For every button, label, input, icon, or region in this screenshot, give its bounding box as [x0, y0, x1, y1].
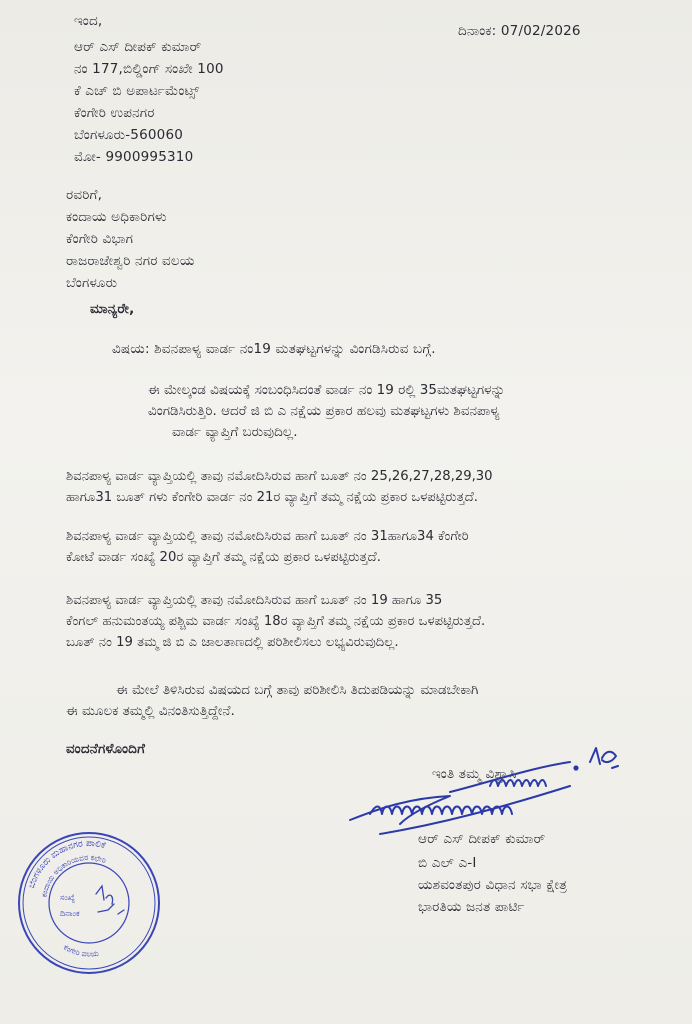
paragraph-5-line: ಈ ಮೂಲಕ ತಮ್ಮಲ್ಲಿ ವಿನಂತಿಸುತ್ತಿದ್ದೇನೆ.	[66, 703, 235, 719]
sender-city: ಬೆಂಗಳೂರು-560060	[74, 127, 184, 143]
stamp-bottom-text: ಕೆಂಗೇರಿ ವಲಯ	[61, 942, 100, 959]
paragraph-2	[66, 466, 493, 508]
letter-date: ದಿನಾಂಕ: 07/02/2026	[458, 23, 581, 39]
recipient-line-2: ಕೆಂಗೇರಿ ವಿಭಾಗ	[66, 231, 134, 247]
paragraph-2-line: ಹಾಗೂ31 ಬೂತ್ ಗಳು ಕೆಂಗೇರಿ ವಾರ್ಡ ನಂ 21ರ ವ್ಯಾಪ್ತಿಗೆ ತಮ್ಮ ನಕ್ಷೆಯ ಪ್ರಕಾರ ಒಳಪಟ್ಟಿರುತ್ತದೆ.	[66, 490, 478, 505]
paragraph-1-line: ವಾರ್ಡ ವ್ಯಾಪ್ತಿಗೆ ಬರುವುದಿಲ್ಲ.	[172, 424, 298, 440]
paragraph-3-line: ಶಿವನಪಾಳ್ಯ ವಾರ್ಡ ವ್ಯಾಪ್ತಿಯಲ್ಲಿ ತಾವು ನಮೋದಿಸಿರುವ ಹಾಗೆ ಬೂತ್ ನಂ 31ಹಾಗೂ34 ಕೆಂಗೇರಿ	[66, 529, 469, 544]
stamp-outer-text: ಬೆಂಗಳೂರು ಮಹಾನಗರ ಪಾಲಿಕೆ	[26, 838, 107, 890]
sender-address-2: ಕೆ ಎಚ್ ಬಿ ಅಪಾರ್ಟಮೆಂಟ್ಸ್	[74, 83, 200, 99]
paragraph-3	[66, 526, 469, 568]
signer-name: ಆರ್ ಎಸ್ ದೀಪಕ್ ಕುಮಾರ್	[418, 831, 546, 847]
sender-address-3: ಕೆಂಗೇರಿ ಉಪನಗರ	[74, 105, 155, 121]
paragraph-4-line: ಶಿವನಪಾಳ್ಯ ವಾರ್ಡ ವ್ಯಾಪ್ತಿಯಲ್ಲಿ ತಾವು ನಮೋದಿಸಿರುವ ಹಾಗೆ ಬೂತ್ ನಂ 19 ಹಾಗೂ 35	[66, 593, 443, 608]
subject-line: ವಿಷಯ: ಶಿವನಪಾಳ್ಯ ವಾರ್ಡ ನಂ19 ಮತಘಟ್ಟಗಳನ್ನು ವಿಂಗಡಿಸಿರುವ ಬಗ್ಗೆ.	[112, 341, 436, 357]
paragraph-4-line: ಬೂತ್ ನಂ 19 ತಮ್ಮ ಜಿ ಬಿ ಎ ಜಾಲತಾಣದಲ್ಲಿ ಪರಿಶೀಲಿಸಲು ಲಭ್ಯವಿರುವುದಿಲ್ಲ.	[66, 635, 399, 650]
paragraph-5	[66, 680, 478, 722]
recipient-line-4: ಬೆಂಗಳೂರು	[66, 275, 118, 291]
recipient-line-3: ರಾಜರಾಜೇಶ್ವರಿ ನಗರ ವಲಯ	[66, 253, 195, 269]
paragraph-4-line: ಕೆಂಗಲ್ ಹನುಮಂತಯ್ಯ ಪಶ್ಚಿಮ ವಾರ್ಡ ಸಂಖ್ಯೆ 18ರ ವ್ಯಾಪ್ತಿಗೆ ತಮ್ಮ ನಕ್ಷೆಯ ಪ್ರಕಾರ ಒಳಪಟ್ಟಿರುತ್ತದೆ.	[66, 614, 486, 629]
recipient-to: ರವರಿಗೆ,	[66, 187, 103, 203]
closing: ವಂದನೆಗಳೊಂದಿಗೆ	[66, 741, 146, 757]
yours-faithfully: ಇಂತಿ ತಮ್ಮ ವಿಶ್ವಾಸಿ	[432, 766, 517, 782]
recipient-line-1: ಕಂದಾಯ ಅಧಿಕಾರಿಗಳು	[66, 209, 167, 225]
salutation: ಮಾನ್ಯರೇ,	[90, 301, 135, 317]
paragraph-2-line: ಶಿವನಪಾಳ್ಯ ವಾರ್ಡ ವ್ಯಾಪ್ತಿಯಲ್ಲಿ ತಾವು ನಮೋದಿಸಿರುವ ಹಾಗೆ ಬೂತ್ ನಂ 25,26,27,28,29,30	[66, 469, 493, 484]
paragraph-1	[148, 380, 505, 443]
sender-phone: ಮೋ- 9900995310	[74, 149, 194, 165]
sender-greeting: ಇಂದ,	[74, 13, 103, 29]
signer-constituency: ಯಶವಂತಪುರ ವಿಧಾನ ಸಭಾ ಕ್ಷೇತ್ರ	[418, 877, 568, 893]
stamp-inner-text: ಕಂದಾಯ ಅಧಿಕಾರಿಯವರ ಕಛೇರಿ	[39, 852, 108, 899]
sender-name: ಆರ್ ಎಸ್ ದೀಪಕ್ ಕುಮಾರ್	[74, 39, 202, 55]
sender-address-1: ನಂ 177,ಬಿಲ್ಡಿಂಗ್ ಸಂಖೇ 100	[74, 61, 224, 77]
stamp-number-label: ಸಂಖ್ಯೆ	[60, 893, 76, 902]
signer-title: ಬಿ ಎಲ್ ಎ-I	[418, 855, 477, 871]
office-stamp	[14, 828, 164, 978]
stamp-date-label: ದಿನಾಂಕ	[60, 909, 80, 918]
paragraph-1-line: ವಿಂಗಡಿಸಿರುತ್ತಿರಿ. ಆದರೆ ಜಿ ಬಿ ಎ ನಕ್ಷೆಯ ಪ್ರಕಾರ ಹಲವು ಮತಘಟ್ಟಗಳು ಶಿವನಪಾಳ್ಯ	[148, 403, 500, 419]
signer-party: ಭಾರತಿಯ ಜನತ ಪಾರ್ಟಿ	[418, 899, 525, 915]
paragraph-3-line: ಕೋಟೆ ವಾರ್ಡ ಸಂಖ್ಯೆ 20ರ ವ್ಯಾಪ್ತಿಗೆ ತಮ್ಮ ನಕ್ಷೆಯ ಪ್ರಕಾರ ಒಳಪಟ್ಟಿರುತ್ತದೆ.	[66, 550, 381, 565]
paragraph-1-line: ಈ ಮೇಲ್ಕಂಡ ವಿಷಯಕ್ಕೆ ಸಂಬಂಧಿಸಿದಂತೆ ವಾರ್ಡ ನಂ 19 ರಲ್ಲಿ 35ಮತಘಟ್ಟಗಳನ್ನು	[148, 382, 506, 398]
paragraph-5-line: ಈ ಮೇಲೆ ತಿಳಿಸಿರುವ ವಿಷಯದ ಬಗ್ಗೆ ತಾವು ಪರಿಶೀಲಿಸಿ ತಿದುಪಡಿಯನ್ನು ಮಾಡಬೇಕಾಗಿ	[116, 682, 479, 698]
paragraph-4	[66, 590, 485, 653]
